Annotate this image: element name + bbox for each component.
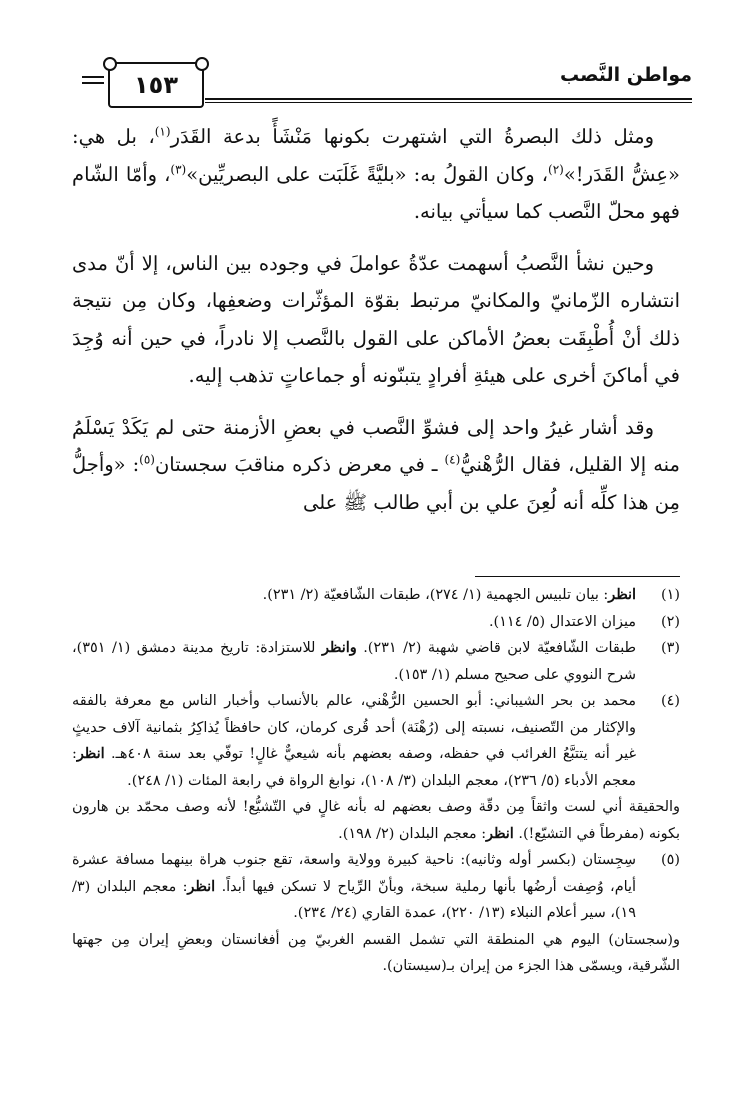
footnote-number: (٣) (661, 640, 680, 656)
paragraph-3: وقد أشار غيرُ واحد إلى فشوِّ النَّصب في بعضِ الأزمنة حتى لم يَكَدْ يَسْلَمُ منه إلا القليل، فقال الرُّهْنيُّ$^{(٤)}$ ـ في معرض ذكره مناقبَ سجستان$^{(٥)}$: «وأجلُّ مِن هذا كلِّه أنه لُعِنَ علي بن أبي طالب ﷺ على (72, 415, 680, 514)
footnote-3: (٣) طبقات الشّافعيّة لابن قاضي شهبة (٢/ ٢٣١). وانظر للاستزادة: تاريخ مدينة دمشق (١/ ٣٥١)، شرح النووي على صحيح مسلم (١/ ١٥٣). (72, 635, 680, 688)
page-number: ١٥٣ (134, 71, 178, 99)
footnote-ref-4[interactable]: (٤) (444, 452, 461, 467)
footnote-4-continuation: والحقيقة أني لست واثقاً مِن دقّة وصف بعضهم له بأنه غالٍ في التّشيُّع! لأنه وصف محمّد بن هارون بكونه (مفرطاً في التشيّع!). انظر: معجم البلدان (٢/ ١٩٨). (72, 799, 680, 842)
footnote-1: (١) انظر: بيان تلبيس الجهمية (١/ ٢٧٤)، طبقات الشّافعيّة (٢/ ٢٣١). (72, 582, 680, 609)
footnote-2: (٢) ميزان الاعتدال (٥/ ١١٤). (72, 609, 680, 636)
footnote-ref-3[interactable]: (٣) (170, 162, 187, 176)
footnote-ref-5[interactable]: (٥) (139, 452, 155, 467)
page-number-frame (108, 62, 204, 108)
paragraph-1: ومثل ذلك البصرةُ التي اشتهرت بكونها مَنْشَأً بدعة القَدَر$^{(١)}$، بل هي: «عِشُّ القَدَر!»$^{(٢)}$، وكان القولُ به: «بليَّةً غَلَبَت على البصريِّين»$^{(٣)}$، وأمّا الشّام فهو محلّ النَّصب كما سيأتي بيانه. (72, 124, 680, 223)
header-ornament-dash (82, 76, 104, 84)
footnote-number: (٥) (661, 852, 680, 868)
footnote-number: (٤) (661, 693, 680, 709)
footnote-ref-1[interactable]: (١) (154, 124, 171, 139)
footnote-4: (٤) محمد بن بحر الشيباني: أبو الحسين الرُّهْني، عالم بالأنساب وأخبار الناس مع معرفة بالفقه والإكثار من التّصنيف، نسبته إلى (رُهْنَة) أحد قُرى كرمان، كان حافظاً يُذاكِرُ بثمانية آلاف حديثٍ غير أنه يتتبَّعُ الغرائب في حفظه، وصفه بعضهم بأنه شيعيٌّ غالٍ! توفّي بعد سنة ٤٠٨هـ. انظر: معجم الأدباء (٥/ ٢٣٦)، معجم البلدان (٣/ ١٠٨)، نوابغ الرواة في رابعة المئات (١/ ٢٤٨). (72, 688, 680, 794)
header-rule (205, 98, 692, 103)
footnote-number: (١) (661, 587, 680, 603)
running-header-title: مواطن النَّصب (559, 64, 692, 86)
footnote-5-continuation: و(سجستان) اليوم هي المنطقة التي تشمل القسم الغربيّ مِن أفغانستان وبعضِ إيران مِن جهتها الشّرقية، ويسمّى هذا الجزء من إيران بـ(سيستان). (72, 931, 680, 974)
paragraph-2: وحين نشأ النَّصبُ أسهمت عدّةُ عواملَ في وجوده بين الناس، إلا أنّ مدى انتشاره الزّمانيّ والمكانيّ مرتبط بقوّة المؤثّرات وضعفِها، وكان مِن نتيجة ذلك أنْ أُطْبِقَت بعضُ الأماكن على القول بالنَّصب إلا نادراً، في حين أنه وُجِدَ في أماكنَ أخرى على هيئةِ أفرادٍ يتبنّونه أو جماعاتٍ تذهب إليه. (72, 251, 680, 387)
footnote-number: (٢) (661, 613, 680, 630)
main-text (72, 118, 680, 521)
footnote-separator (475, 576, 680, 577)
footnote-5: (٥) سِجِستان (بكسر أوله وثانيه): ناحية كبيرة وولاية واسعة، تقع جنوب هراة بينهما مسافة عشرة أيام، وُصِفت أرضُها بأنها رملية سبخة، وبأنّ الرِّياح لا تسكن فيها أبداً. انظر: معجم البلدان (٣/ ١٩)، سير أعلام النبلاء (١٣/ ٢٢٠)، عمدة القاري (٢٤/ ٢٣٤). (72, 847, 680, 927)
footnote-ref-2[interactable]: (٢) (548, 162, 564, 176)
footnotes (72, 582, 680, 980)
